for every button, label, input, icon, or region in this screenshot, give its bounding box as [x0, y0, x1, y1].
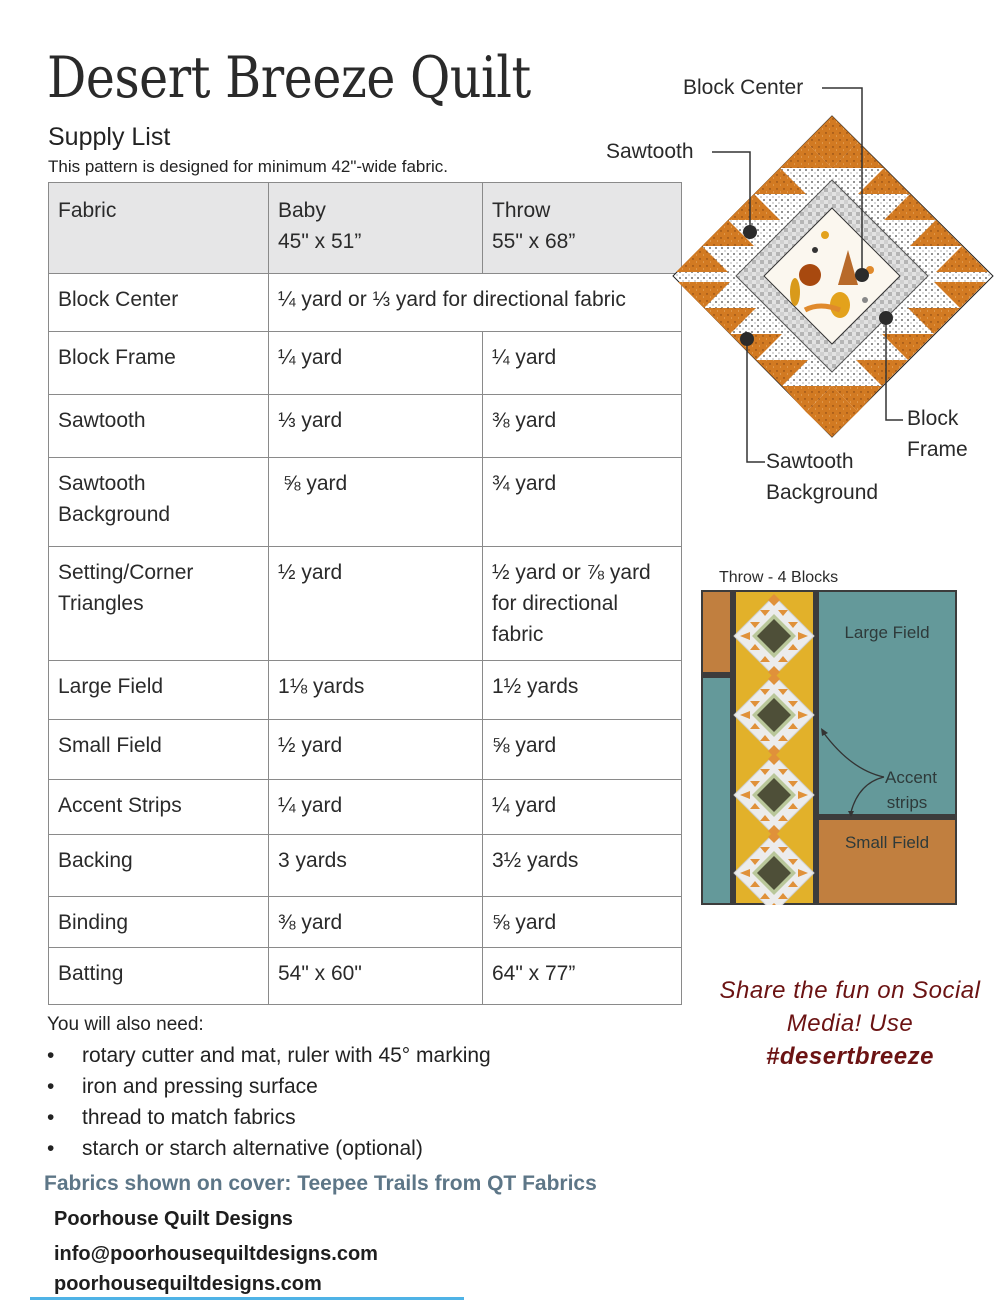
fabric-cell: Large Field: [49, 661, 269, 720]
baby-cell: ¼ yard: [269, 332, 483, 395]
sawtooth-bg-marker-icon: [740, 332, 754, 346]
throw-layout-diagram: [701, 590, 957, 905]
label-sawtooth: Sawtooth: [606, 140, 694, 163]
bullet-icon: •: [47, 1106, 55, 1129]
label-accent-line1: Accent: [885, 768, 937, 787]
block-center-marker-icon: [855, 268, 869, 282]
fabric-cell: Accent Strips: [49, 780, 269, 835]
table-row: [49, 897, 682, 948]
column-label: Baby: [278, 199, 326, 222]
label-block-center: Block Center: [683, 76, 804, 99]
fabric-width-note: This pattern is designed for minimum 42"-wide fabric.: [48, 157, 449, 176]
throw-cell: 1½ yards: [483, 661, 682, 720]
fabric-cell: Batting: [49, 948, 269, 1005]
list-item: [47, 1133, 491, 1164]
column-size: 55" x 68”: [492, 230, 576, 253]
baby-cell: 54" x 60": [269, 948, 483, 1005]
also-need-list: [47, 1040, 491, 1164]
baby-cell: ⅜ yard: [269, 897, 483, 948]
label-block-frame-line1: Block: [907, 407, 959, 430]
baby-cell: 3 yards: [269, 835, 483, 897]
baby-value: ⅝ yard: [283, 472, 348, 495]
table-row: [49, 948, 682, 1005]
throw-diagram-title: Throw - 4 Blocks: [719, 569, 839, 586]
throw-cell: ⅝ yard: [483, 897, 682, 948]
column-label: Throw: [492, 199, 551, 222]
throw-cell: 64" x 77”: [483, 948, 682, 1005]
throw-cell: ⅝ yard: [483, 720, 682, 780]
table-row: [49, 458, 682, 547]
block-frame-marker-icon: [879, 311, 893, 325]
social-line1: Share the fun on Social: [719, 977, 981, 1004]
table-row: [49, 835, 682, 897]
table-row: [49, 274, 682, 332]
social-line2: Media! Use: [786, 1010, 914, 1037]
list-item: [47, 1102, 491, 1133]
fabric-cell: Small Field: [49, 720, 269, 780]
table-header-row: [49, 183, 682, 274]
table-row: [49, 332, 682, 395]
social-hashtag: #desertbreeze: [766, 1043, 934, 1070]
throw-cell: ¼ yard: [483, 332, 682, 395]
combined-yardage-cell: ¼ yard or ⅓ yard for directional fabric: [269, 274, 682, 332]
table-row: [49, 720, 682, 780]
fabric-cell: Sawtooth: [49, 395, 269, 458]
fabric-cell: Block Frame: [49, 332, 269, 395]
block-diagram: [600, 60, 1003, 520]
throw-cell: ⅜ yard: [483, 395, 682, 458]
throw-cell: 3½ yards: [483, 835, 682, 897]
label-large-field: Large Field: [844, 623, 930, 642]
also-need-heading: You will also need:: [47, 1014, 204, 1035]
fabric-cell: Sawtooth Background: [49, 458, 269, 547]
column-size: 45" x 51”: [278, 230, 362, 253]
label-accent-line2: strips: [886, 793, 928, 812]
left-brown-panel: [703, 592, 730, 672]
website-link[interactable]: poorhousequiltdesigns.com: [54, 1273, 322, 1295]
column-header-fabric: [49, 183, 269, 274]
list-item-text: thread to match fabrics: [82, 1106, 296, 1129]
social-media-callout: [700, 974, 1000, 1073]
baby-cell: ¼ yard: [269, 780, 483, 835]
list-item-text: starch or starch alternative (optional): [82, 1137, 423, 1160]
list-item-text: iron and pressing surface: [82, 1075, 318, 1098]
sawtooth-marker-icon: [743, 225, 757, 239]
fabrics-credit: Fabrics shown on cover: Teepee Trails from QT Fabrics: [44, 1172, 597, 1195]
page-subtitle: Supply List: [48, 123, 171, 151]
column-header-baby: [269, 183, 483, 274]
company-name: Poorhouse Quilt Designs: [54, 1208, 293, 1230]
list-item: [47, 1071, 491, 1102]
fabric-cell: Block Center: [49, 274, 269, 332]
baby-cell: 1⅛ yards: [269, 661, 483, 720]
baby-cell: [269, 458, 483, 547]
fabric-cell: Backing: [49, 835, 269, 897]
label-sawtooth-bg-line1: Sawtooth: [766, 450, 854, 473]
label-block-frame-line2: Frame: [907, 438, 968, 461]
table-row: [49, 547, 682, 661]
left-teal-panel: [703, 678, 730, 903]
label-small-field: Small Field: [844, 833, 930, 852]
fabric-cell: Setting/Corner Triangles: [49, 547, 269, 661]
page-title: Desert Breeze Quilt: [47, 45, 531, 111]
list-item: [47, 1040, 491, 1071]
throw-cell: ½ yard or ⅞ yard for directional fabric: [483, 547, 682, 661]
column-label: Fabric: [58, 199, 117, 222]
bullet-icon: •: [47, 1075, 55, 1098]
table-row: [49, 780, 682, 835]
label-sawtooth-bg-line2: Background: [766, 481, 879, 504]
bullet-icon: •: [47, 1137, 55, 1160]
baby-cell: ½ yard: [269, 720, 483, 780]
baby-cell: ½ yard: [269, 547, 483, 661]
table-row: [49, 395, 682, 458]
email-link[interactable]: info@poorhousequiltdesigns.com: [54, 1243, 378, 1265]
table-row: [49, 661, 682, 720]
supply-table: [48, 182, 682, 1005]
throw-cell: ¼ yard: [483, 780, 682, 835]
throw-cell: ¾ yard: [483, 458, 682, 547]
baby-cell: ⅓ yard: [269, 395, 483, 458]
fabric-cell: Binding: [49, 897, 269, 948]
bullet-icon: •: [47, 1044, 55, 1067]
list-item-text: rotary cutter and mat, ruler with 45° marking: [82, 1044, 491, 1067]
